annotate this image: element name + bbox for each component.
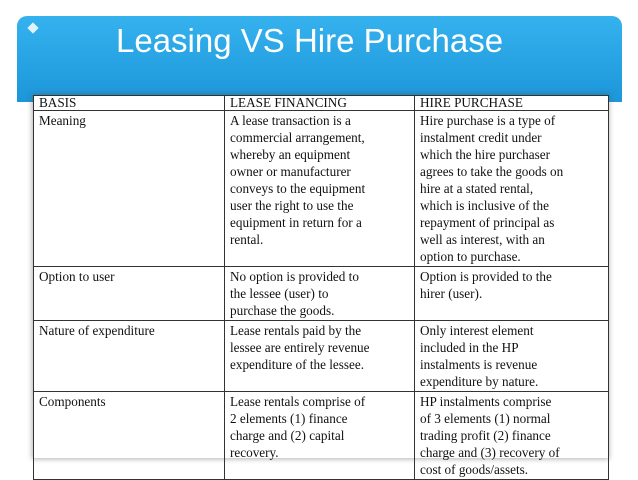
header-lease-financing: LEASE FINANCING xyxy=(225,96,415,111)
cell-line: charge and (2) capital xyxy=(230,428,345,443)
bullet-star-icon xyxy=(27,22,38,33)
table-header-row xyxy=(34,96,609,111)
cell-line: repayment of principal as xyxy=(420,215,555,230)
cell-line: Hire purchase is a type of xyxy=(420,113,556,128)
table-row xyxy=(34,321,609,392)
cell-line: Only interest element xyxy=(420,323,534,338)
lease-cell xyxy=(225,392,415,480)
hire-cell xyxy=(415,392,609,480)
cell-line: instalments is revenue xyxy=(420,357,538,372)
cell-line: Option is provided to the xyxy=(420,269,552,284)
cell-line: commercial arrangement, xyxy=(230,130,365,145)
basis-cell: Option to user xyxy=(34,267,225,321)
basis-cell: Meaning xyxy=(34,111,225,267)
basis-cell: Components xyxy=(34,392,225,480)
cell-line: well as interest, with an xyxy=(420,232,545,247)
header-basis: BASIS xyxy=(34,96,225,111)
cell-line: rental. xyxy=(230,232,264,247)
slide-title: Leasing VS Hire Purchase xyxy=(116,22,504,59)
table-row xyxy=(34,392,609,480)
cell-line: cost of goods/assets. xyxy=(420,462,529,477)
cell-line: which is inclusive of the xyxy=(420,198,549,213)
cell-line: lessee are entirely revenue xyxy=(230,340,370,355)
cell-line: A lease transaction is a xyxy=(230,113,351,128)
lease-cell xyxy=(225,111,415,267)
cell-line: of 3 elements (1) normal xyxy=(420,411,551,426)
cell-line: expenditure of the lessee. xyxy=(230,357,365,372)
cell-line: expenditure by nature. xyxy=(420,374,539,389)
lease-cell xyxy=(225,267,415,321)
comparison-table xyxy=(33,95,609,480)
table-row xyxy=(34,111,609,267)
cell-line: Lease rentals comprise of xyxy=(230,394,366,409)
cell-line: purchase the goods. xyxy=(230,303,335,318)
cell-line: owner or manufacturer xyxy=(230,164,351,179)
header-hire-purchase: HIRE PURCHASE xyxy=(415,96,609,111)
cell-line: the lessee (user) to xyxy=(230,286,329,301)
cell-line: equipment in return for a xyxy=(230,215,362,230)
cell-line: trading profit (2) finance xyxy=(420,428,551,443)
hire-cell xyxy=(415,111,609,267)
table-row xyxy=(34,267,609,321)
cell-line: HP instalments comprise xyxy=(420,394,552,409)
cell-line: conveys to the equipment xyxy=(230,181,366,196)
cell-line: hirer (user). xyxy=(420,286,483,301)
cell-line: user the right to use the xyxy=(230,198,354,213)
cell-line: option to purchase. xyxy=(420,249,521,264)
cell-line: hire at a stated rental, xyxy=(420,181,534,196)
cell-line: Lease rentals paid by the xyxy=(230,323,362,338)
hire-cell xyxy=(415,267,609,321)
cell-line: No option is provided to xyxy=(230,269,359,284)
cell-line: charge and (3) recovery of xyxy=(420,445,560,460)
hire-cell xyxy=(415,321,609,392)
title-banner xyxy=(17,16,622,102)
lease-cell xyxy=(225,321,415,392)
comparison-table-image xyxy=(33,95,608,477)
cell-line: instalment credit under xyxy=(420,130,542,145)
cell-line: agrees to take the goods on xyxy=(420,164,564,179)
cell-line: recovery. xyxy=(230,445,279,460)
cell-line: 2 elements (1) finance xyxy=(230,411,348,426)
cell-line: which the hire purchaser xyxy=(420,147,550,162)
cell-line: whereby an equipment xyxy=(230,147,351,162)
cell-line: included in the HP xyxy=(420,340,519,355)
basis-cell: Nature of expenditure xyxy=(34,321,225,392)
